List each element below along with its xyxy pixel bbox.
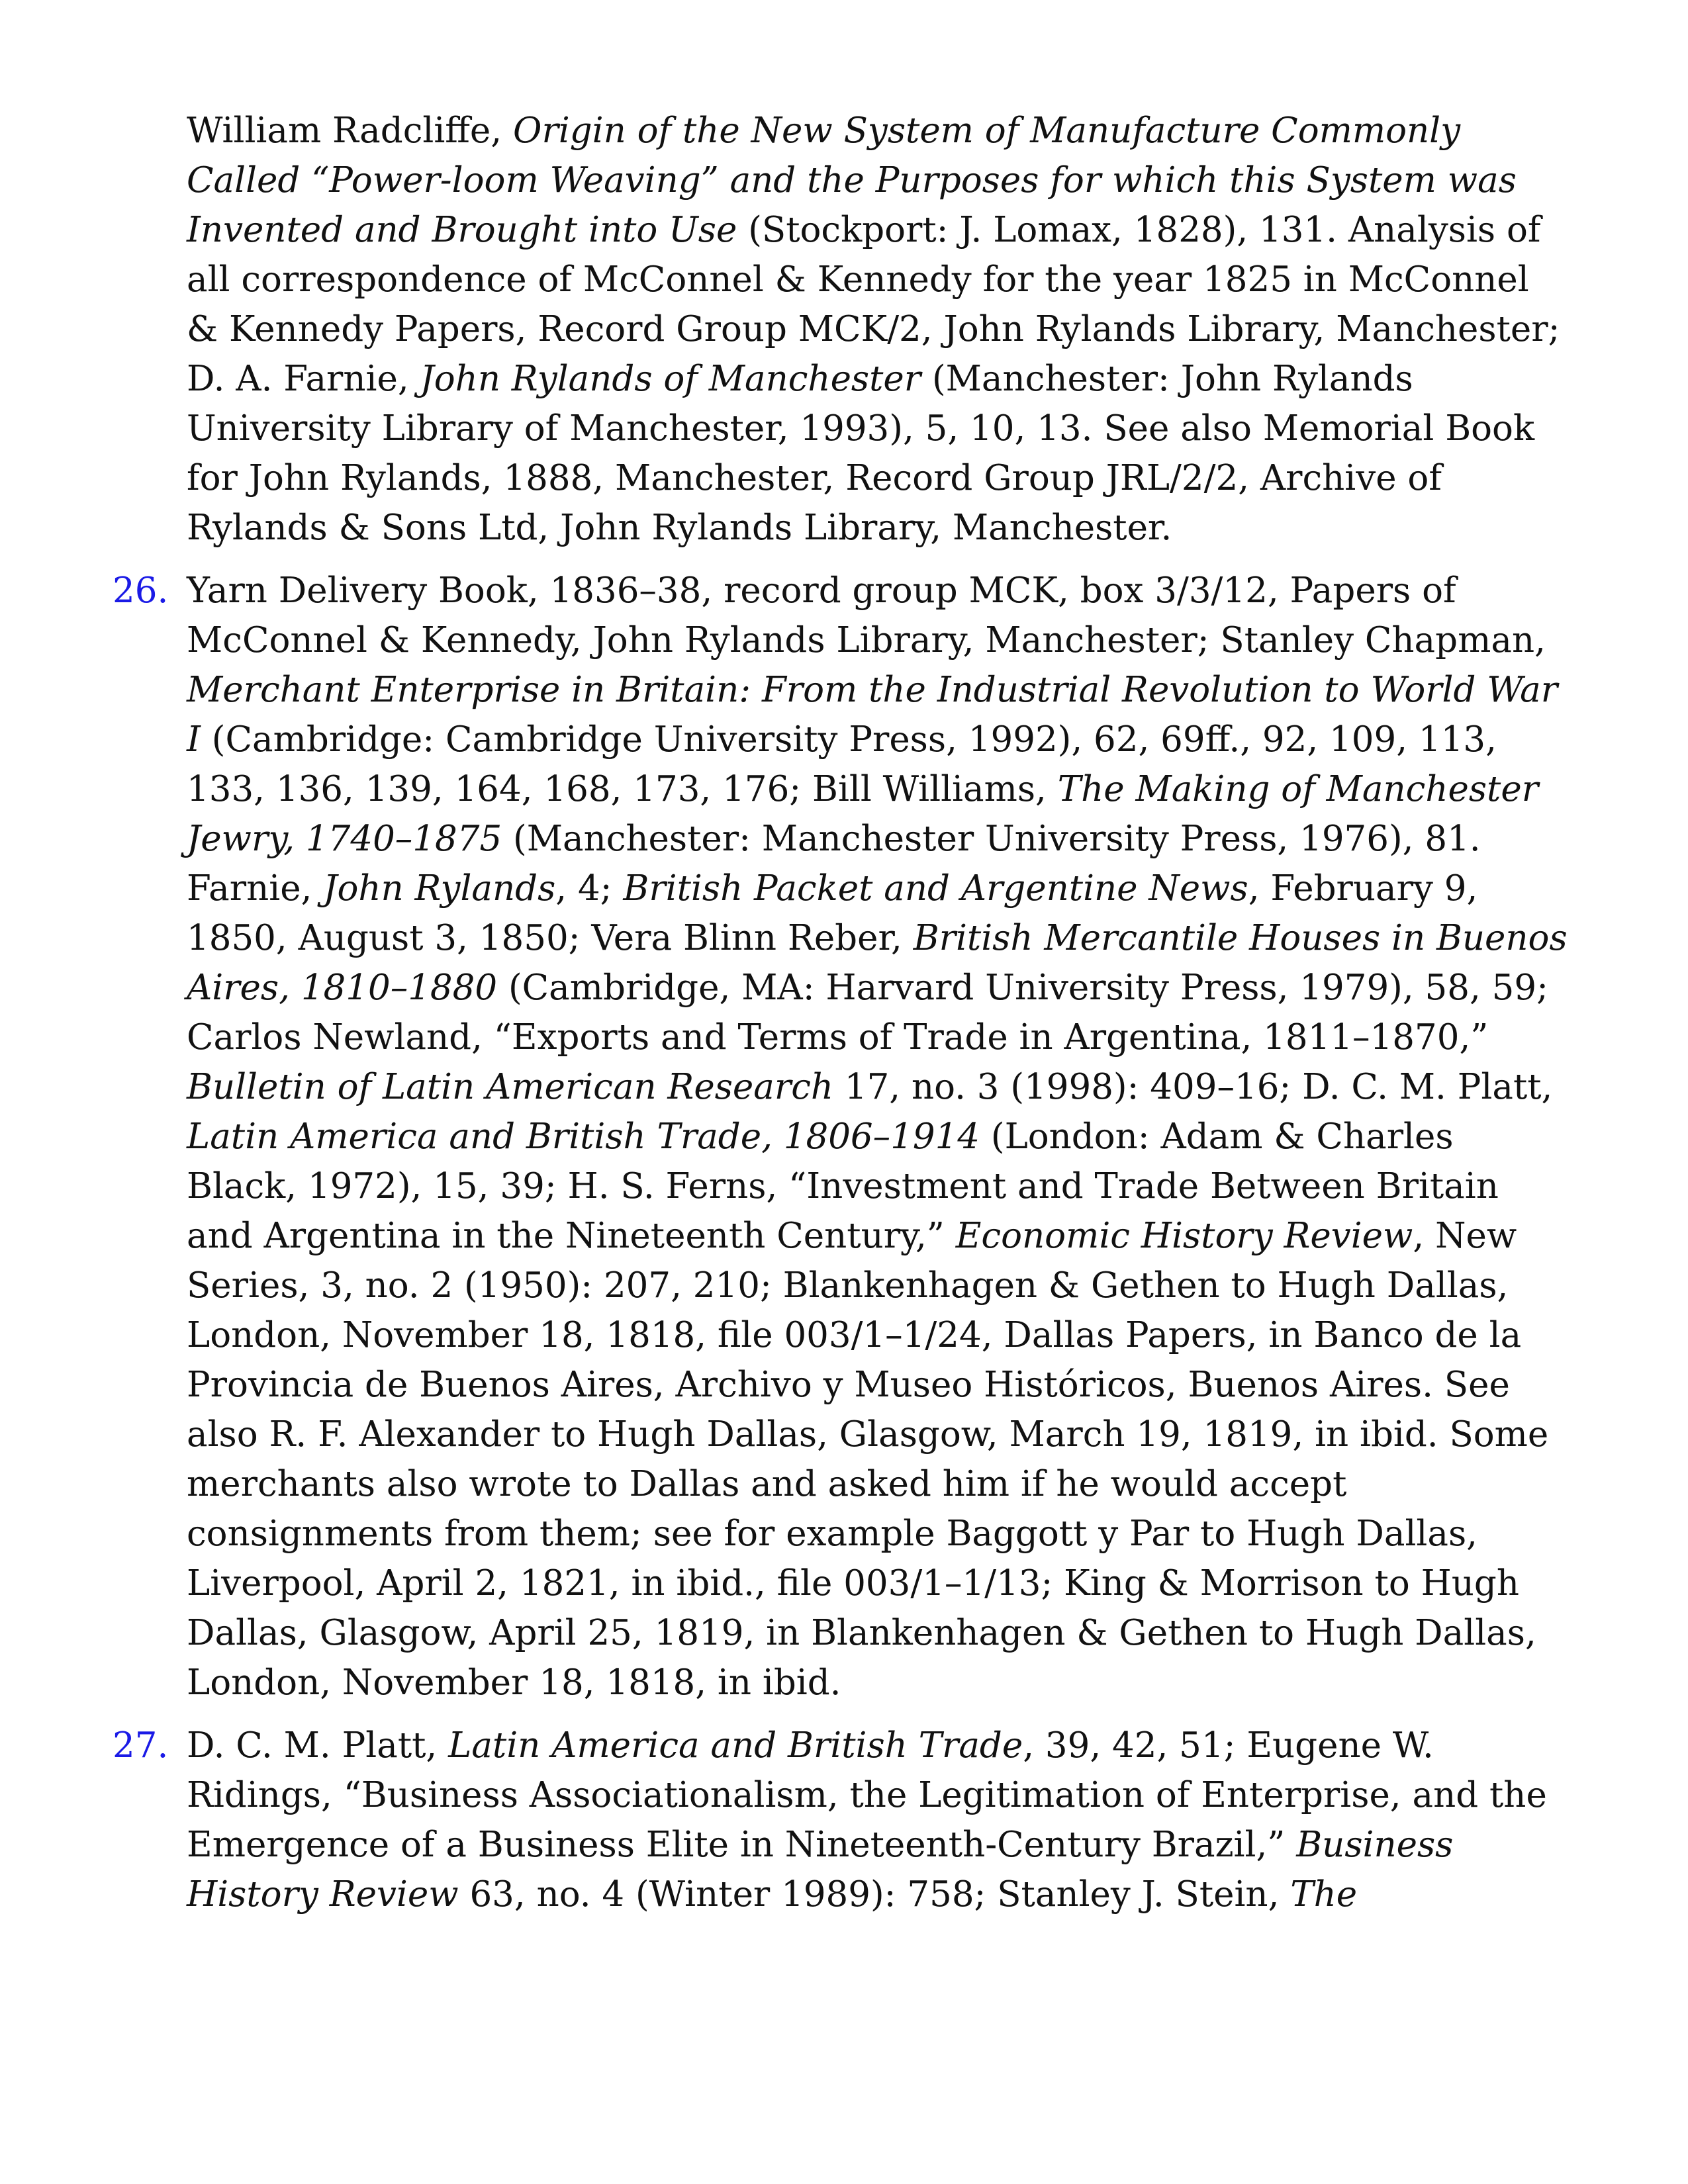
text-segment: , 4; <box>555 868 624 909</box>
title-segment: Bulletin of Latin American Research <box>187 1067 834 1107</box>
title-segment: Latin America and British Trade, 1806–1914 <box>187 1116 980 1157</box>
text-segment: D. C. M. Platt, <box>187 1725 449 1766</box>
title-segment: Origin of the New System of Manufacture Commonly Called “Power-loom Weaving” and the Purposes for which this System was Invented and Brought into Use <box>187 111 1517 250</box>
endnote-25-continuation <box>113 106 1569 553</box>
text-segment: , New Series, 3, no. 2 (1950): 207, 210; Blankenhagen & Gethen to Hugh Dallas, London, November 18, 1818, file 003/1–1/24, Dallas Papers, in Banco de la Provincia de Buenos Aires, Archivo y Museo Históricos, Buenos Aires. See also R. F. Alexander to Hugh Dallas, Glasgow, March 19, 1819, in ibid. Some merchants also wrote to Dallas and asked him if he would accept consignments from them; see for example Baggott y Par to Hugh Dallas, Liverpool, April 2, 1821, in ibid., file 003/1–1/13; King & Morrison to Hugh Dallas, Glasgow, April 25, 1819, in Blankenhagen & Gethen to Hugh Dallas, London, November 18, 1818, in ibid. <box>187 1216 1549 1703</box>
title-segment: Merchant Enterprise in Britain: From the Industrial Revolution to World War I <box>187 670 1558 760</box>
title-segment: John Rylands <box>323 868 556 909</box>
endnote-text <box>187 1721 1569 1919</box>
endnote-number-link[interactable]: 27. <box>113 1725 169 1766</box>
endnote-26 <box>113 566 1569 1707</box>
text-segment: William Radcliffe, <box>187 111 513 151</box>
title-segment: British Packet and Argentine News <box>623 868 1248 909</box>
title-segment: Latin America and British Trade <box>448 1725 1023 1766</box>
text-segment: (Cambridge, MA: Harvard University Press, 1979), 58, 59; Carlos Newland, “Exports and Terms of Trade in Argentina, 1811–1870,” <box>187 968 1548 1058</box>
text-segment: , 39, 42, 51; Eugene W. Ridings, “Business Associationalism, the Legitimation of Enterprise, and the Emergence of a Business Elite in Nineteenth-Century Brazil,” <box>187 1725 1547 1865</box>
text-segment: , February 9, 1850, August 3, 1850; Vera Blinn Reber, <box>187 868 1478 958</box>
text-segment: 17, no. 3 (1998): 409–16; D. C. M. Platt, <box>833 1067 1553 1107</box>
title-segment: Business History Review <box>187 1825 1454 1915</box>
text-segment: (Stockport: J. Lomax, 1828), 131. Analysis of all correspondence of McConnel & Kennedy for the year 1825 in McConnel & Kennedy Papers, Record Group MCK/2, John Rylands Library, Manchester; D. A. Farnie, <box>187 210 1560 399</box>
title-segment: The <box>1290 1874 1358 1915</box>
text-segment: (Manchester: John Rylands University Library of Manchester, 1993), 5, 10, 13. See also Memorial Book for John Rylands, 1888, Manchester, Record Group JRL/2/2, Archive of Rylands & Sons Ltd, John Rylands Library, Manchester. <box>187 359 1535 548</box>
title-segment: John Rylands of Manchester <box>420 359 921 399</box>
title-segment: Economic History Review <box>955 1216 1413 1256</box>
title-segment: The Making of Manchester Jewry, 1740–1875 <box>187 769 1539 859</box>
title-segment: British Mercantile Houses in Buenos Aires, 1810–1880 <box>187 918 1568 1008</box>
endnote-text <box>187 106 1569 553</box>
endnotes-list <box>113 106 1569 1919</box>
endnote-27 <box>113 1721 1569 1919</box>
text-segment: (London: Adam & Charles Black, 1972), 15, 39; H. S. Ferns, “Investment and Trade Between Britain and Argentina in the Nineteenth Century,” <box>187 1116 1499 1256</box>
text-segment: (Manchester: Manchester University Press, 1976), 81. Farnie, <box>187 819 1481 909</box>
endnote-text <box>187 566 1569 1707</box>
text-segment: (Cambridge: Cambridge University Press, 1992), 62, 69ff., 92, 109, 113, 133, 136, 139, 164, 168, 173, 176; Bill Williams, <box>187 719 1497 809</box>
endnote-number-link[interactable]: 26. <box>113 570 169 611</box>
text-segment: Yarn Delivery Book, 1836–38, record group MCK, box 3/3/12, Papers of McConnel & Kennedy, John Rylands Library, Manchester; Stanley Chapman, <box>187 570 1546 660</box>
text-segment: 63, no. 4 (Winter 1989): 758; Stanley J. Stein, <box>458 1874 1291 1915</box>
